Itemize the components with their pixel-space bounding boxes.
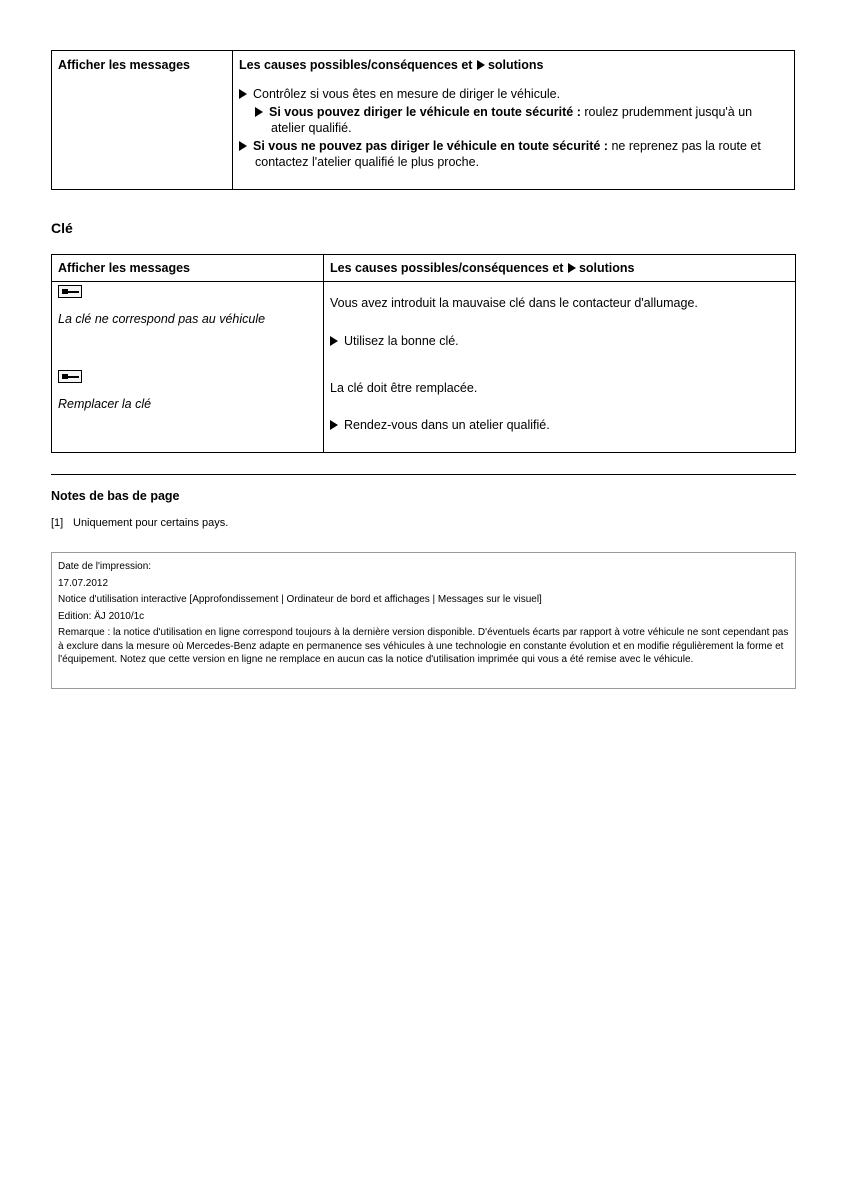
table2-header-col1: Afficher les messages <box>52 255 324 282</box>
arrow-icon <box>239 89 247 99</box>
table2-messages-cell <box>52 282 324 453</box>
footnote-item <box>51 517 228 529</box>
divider <box>51 474 796 475</box>
instruction-line: Contrôlez si vous êtes en mesure de diriger le véhicule. <box>239 86 788 102</box>
cause-text: Vous avez introduit la mauvaise clé dans le contacteur d'allumage. <box>330 296 698 310</box>
print-date: 17.07.2012 <box>58 577 109 589</box>
footnote-text: Uniquement pour certains pays. <box>73 517 229 529</box>
print-date-label: Date de l'impression: <box>58 561 152 572</box>
table2-causes-cell <box>324 282 796 453</box>
table1-col2 <box>233 51 795 190</box>
cause-text: La clé doit être remplacée. <box>330 381 478 395</box>
print-info-box <box>51 552 796 689</box>
print-notice: Notice d'utilisation interactive [Approfondissement | Ordinateur de bord et affichages | Messages sur le visuel] <box>58 594 542 605</box>
solution-line: Utilisez la bonne clé. <box>330 334 459 348</box>
message-text: La clé ne correspond pas au véhicule <box>58 312 266 326</box>
key-icon <box>58 285 82 298</box>
key-icon <box>58 370 82 383</box>
print-edition: Edition: ÄJ 2010/1c <box>58 610 145 622</box>
arrow-icon <box>330 336 338 346</box>
arrow-icon <box>239 141 247 151</box>
table1-header-col2: Les causes possibles/conséquences et solutions <box>239 58 544 72</box>
arrow-icon <box>330 420 338 430</box>
messages-table-1 <box>51 50 795 190</box>
messages-table-2 <box>51 254 796 453</box>
instruction-line: Si vous pouvez diriger le véhicule en toute sécurité : roulez prudemment jusqu'à un atelier qualifié. <box>239 104 788 136</box>
message-text: Remplacer la clé <box>58 397 152 411</box>
print-remark: Remarque : la notice d'utilisation en ligne correspond toujours à la dernière version disponible. D'éventuels écarts par rapport à votre véhicule ne sont cependant pas à exclure dans la mesure où Mercedes-Benz adapte en permanence ses véhicules à une technologie en constante évolution et en modifie régulièrement la forme et l'équipement. Notez que cette version en ligne ne remplace en aucun cas la notice d'utilisation imprimée qui vous a été remise avec le véhicule. <box>58 627 789 665</box>
arrow-icon <box>255 107 263 117</box>
arrow-icon <box>477 60 485 70</box>
section-title: Clé <box>51 220 73 236</box>
arrow-icon <box>568 263 576 273</box>
table1-header-col1: Afficher les messages <box>58 58 191 72</box>
table1-col1 <box>52 51 233 190</box>
footnote-number: [1] <box>51 517 64 529</box>
instruction-line: Si vous ne pouvez pas diriger le véhicule en toute sécurité : ne reprenez pas la route et contactez l'atelier qualifié le plus proche. <box>239 138 788 170</box>
solution-line: Rendez-vous dans un atelier qualifié. <box>330 418 550 432</box>
table2-header-col2: Les causes possibles/conséquences et solutions <box>324 255 796 282</box>
footnotes-title: Notes de bas de page <box>51 489 180 503</box>
